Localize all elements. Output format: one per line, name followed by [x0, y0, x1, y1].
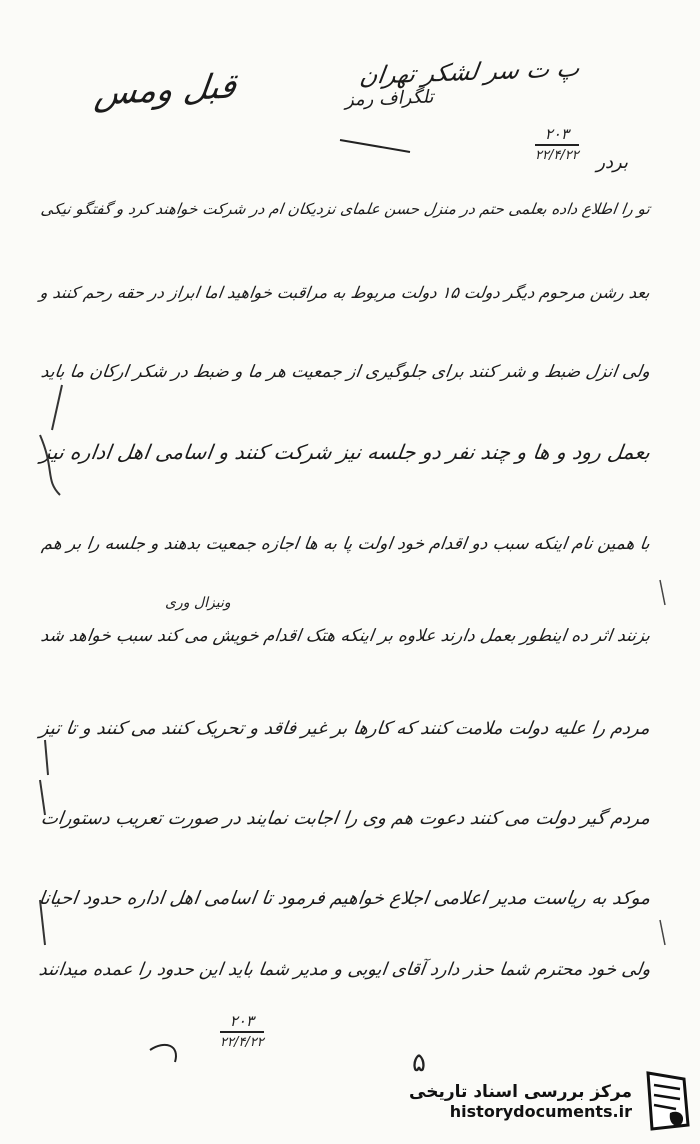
interlinear-note: ونیزال وری [165, 595, 231, 611]
body-line-8: مردم گیر دولت می کنند دعوت هم وی را اجابت نمایند در صورت تعریب دستورات [39, 808, 652, 829]
reference-bottom-number: ۲۰۳ [220, 1012, 264, 1033]
margin-stroke-2 [40, 435, 60, 495]
margin-stroke-7 [660, 920, 665, 945]
body-line-5: با همین نام اینکه سبب دو اقدام خود اولت پا به ها اجازه جمعیت بدهند و جلسه را بر هم [40, 533, 652, 553]
margin-stroke-5 [660, 580, 665, 605]
watermark-text [409, 1082, 632, 1121]
body-line-3: ولی انزل ضبط و شر کنند برای جلوگیری از جمعیت هر ما و ضبط در شکر ارکان ما باید [39, 362, 652, 382]
margin-stroke-4 [40, 780, 45, 815]
margin-stroke-6 [40, 900, 45, 945]
subject-line: تلگراف رمز [344, 86, 434, 111]
body-line-9: موکد به ریاست مدیر اعلامی اجلاع خواهیم فرمود تا اسامی اهل اداره حدود احیانا [37, 888, 652, 909]
watermark-url: historydocuments.ir [449, 1101, 632, 1121]
body-line-7: مردم را علیه دولت ملامت کنند که کارها بر غیر فاقد و تحریک کنند می کنند و تا تیز [38, 718, 652, 739]
document-seal-icon [640, 1069, 692, 1133]
margin-stroke-1 [52, 385, 62, 430]
watermark-org-name: مرکز بررسی اسناد تاریخی [409, 1081, 632, 1102]
recipient-label: بردر [596, 152, 628, 173]
body-line-4: بعمل رود و ها و چند نفر دو جلسه نیز شرکت کنند و اسامی اهل اداره نیز [39, 440, 652, 464]
footer-mark: ۵ [412, 1048, 426, 1078]
margin-stroke-3 [45, 740, 48, 775]
signature-stroke [150, 1045, 176, 1062]
archive-watermark [392, 1062, 692, 1140]
body-line-6: بزنند اثر ده اینطور بعمل دارند علاوه بر اینکه هتک اقدام خویش می کند سبب خواهد شد [39, 625, 652, 645]
body-line-2: بعد رشن مرحوم دیگر دولت ۱۵ دولت مربوط به مراقبت خواهید اما ابراز در حقه رحم کنند و [38, 283, 652, 302]
header-left-note: قبل ومس [92, 66, 239, 114]
reference-top-number: ۲۰۳ [535, 125, 579, 146]
reference-bottom-date: ۲۲/۴/۲۲ [220, 1035, 264, 1050]
subject-underline [340, 140, 410, 152]
body-line-1: تو را اطلاع داده بعلمی حتم در منزل حسن علمای نزدیکان ام در شرکت خواهند کرد و گفتگو نیکی [39, 200, 652, 218]
reference-top-date: ۲۲/۴/۲۲ [535, 148, 579, 163]
body-line-10: ولی خود محترم شما حذر دارد آقای ایوبی و مدیر شما باید این حدود را عمده میدانند [37, 960, 652, 980]
header-right-address: پ ت سر لشکر تهران [358, 54, 582, 90]
